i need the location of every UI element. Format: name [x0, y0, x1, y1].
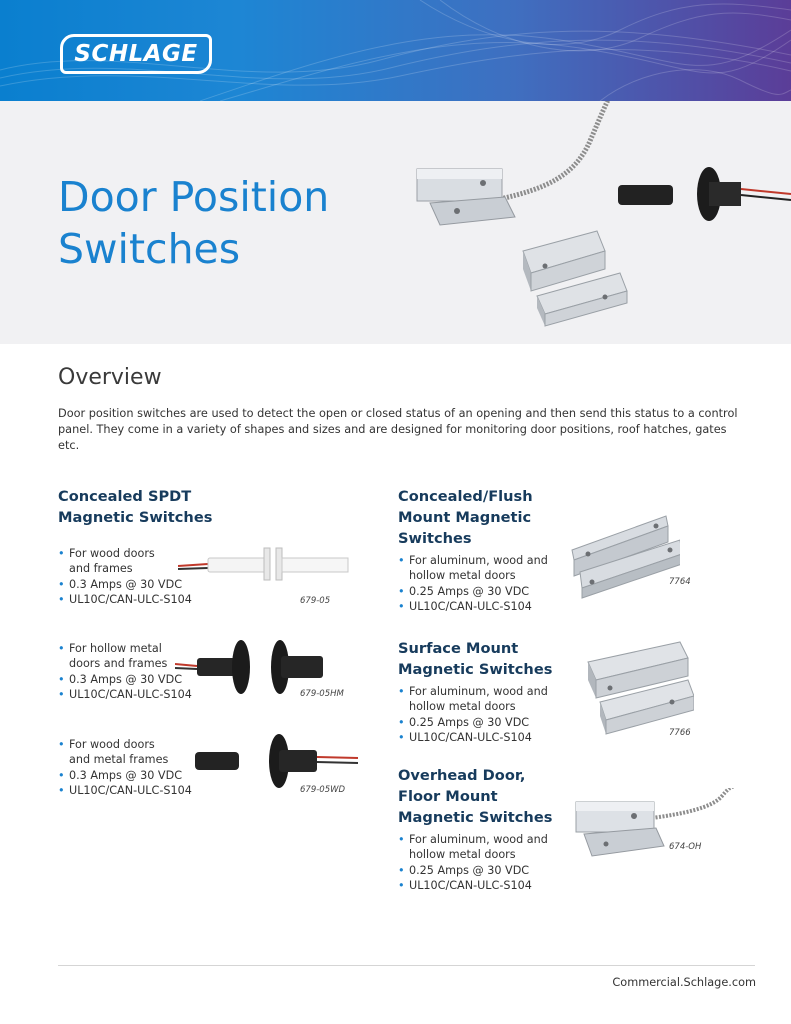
- bullet-item: [398, 599, 548, 614]
- bullet-item: [58, 687, 192, 702]
- section-title-concealed-spdt: [58, 486, 212, 528]
- bullet-list-7766: [398, 684, 548, 745]
- bullet-text: • For aluminum, wood and: [409, 833, 548, 846]
- bullet-text: • UL10C/CAN-ULC-S104: [69, 783, 192, 797]
- bullet-text: and frames: [69, 562, 133, 576]
- bullet-text: hollow metal doors: [409, 700, 516, 714]
- bullet-item: [398, 684, 548, 715]
- overview-text: Door position switches are used to detect the open or closed status of an opening and then send this status to a control panel. They come in a variety of shapes and sizes and are designed for monitoring door positions, roof hatches, gates etc.: [58, 407, 738, 452]
- bullet-text: • UL10C/CAN-ULC-S104: [69, 687, 192, 701]
- bullet-item: [58, 546, 192, 577]
- section-title-surface-mount: [398, 638, 552, 680]
- bullet-text: • UL10C/CAN-ULC-S104: [409, 730, 532, 744]
- bullet-item: [398, 715, 548, 730]
- section-title-line: Concealed/Flush: [398, 488, 533, 505]
- product-image-674-oh: [572, 788, 740, 860]
- model-caption-679-05hm: 679-05HM: [300, 689, 344, 699]
- bullet-item: [58, 768, 192, 783]
- footer-divider: [58, 965, 755, 966]
- bullet-list-679-05: [58, 546, 192, 607]
- product-image-7764: [570, 512, 680, 600]
- bullet-text: doors and frames: [69, 657, 168, 671]
- bullet-item: [398, 863, 548, 878]
- model-caption-7764: 7764: [669, 577, 691, 587]
- bullet-item: [58, 783, 192, 798]
- model-caption-7766: 7766: [669, 728, 691, 738]
- section-title-line: Concealed SPDT: [58, 488, 192, 505]
- bullet-item: [58, 592, 192, 607]
- bullet-text: • 0.25 Amps @ 30 VDC: [409, 584, 530, 598]
- product-image-679-05wd: [193, 732, 363, 792]
- bullet-text: hollow metal doors: [409, 848, 516, 862]
- product-image-7766: [584, 640, 694, 735]
- product-image-679-05: [178, 544, 358, 584]
- section-title-overhead-door: [398, 765, 552, 828]
- page-title: [58, 171, 378, 275]
- section-title-line: Switches: [398, 530, 472, 547]
- bullet-text: • 0.3 Amps @ 30 VDC: [69, 768, 183, 782]
- section-title-line: Surface Mount: [398, 640, 519, 657]
- bullet-text: • UL10C/CAN-ULC-S104: [409, 599, 532, 613]
- bullet-item: [398, 584, 548, 599]
- bullet-item: [398, 832, 548, 863]
- logo-text: SCHLAGE: [74, 41, 198, 67]
- hero-product-image: [405, 101, 791, 344]
- overview-heading: Overview: [58, 365, 162, 390]
- section-title-line: Magnetic Switches: [58, 509, 213, 526]
- bullet-list-679-05hm: [58, 641, 192, 702]
- bullet-text: • For wood doors: [69, 738, 155, 751]
- bullet-text: • For aluminum, wood and: [409, 685, 548, 698]
- hero-section: [0, 101, 791, 344]
- section-title-line: Overhead Door,: [398, 767, 526, 784]
- section-title-line: Magnetic Switches: [398, 661, 553, 678]
- model-caption-679-05wd: 679-05WD: [300, 785, 346, 795]
- bullet-text: • For hollow metal: [69, 642, 162, 655]
- bullet-text: • UL10C/CAN-ULC-S104: [409, 878, 532, 892]
- bullet-item: [58, 577, 192, 592]
- page-title-line-1: Door Position: [58, 173, 330, 221]
- model-caption-674-oh: 674-OH: [669, 842, 702, 852]
- bullet-text: • 0.25 Amps @ 30 VDC: [409, 715, 530, 729]
- bullet-text: • 0.3 Amps @ 30 VDC: [69, 672, 183, 686]
- bullet-text: • For aluminum, wood and: [409, 554, 548, 567]
- section-title-line: Mount Magnetic: [398, 509, 532, 526]
- bullet-text: • UL10C/CAN-ULC-S104: [69, 592, 192, 606]
- bullet-text: and metal frames: [69, 753, 169, 767]
- model-caption-679-05: 679-05: [300, 596, 331, 606]
- section-title-concealed-flush: [398, 486, 533, 549]
- bullet-list-674-oh: [398, 832, 548, 893]
- bullet-text: • 0.3 Amps @ 30 VDC: [69, 577, 183, 591]
- bullet-text: • For wood doors: [69, 547, 155, 560]
- bullet-text: • 0.25 Amps @ 30 VDC: [409, 863, 530, 877]
- section-title-line: Magnetic Switches: [398, 809, 553, 826]
- bullet-item: [398, 553, 548, 584]
- bullet-list-7764: [398, 553, 548, 614]
- footer-website-link[interactable]: Commercial.Schlage.com: [612, 976, 756, 989]
- bullet-item: [398, 730, 548, 745]
- page-title-line-2: Switches: [58, 225, 241, 273]
- header-banner: [0, 0, 791, 101]
- bullet-item: [398, 878, 548, 893]
- bullet-item: [58, 672, 192, 687]
- section-title-line: Floor Mount: [398, 788, 498, 805]
- schlage-logo: [60, 34, 212, 74]
- bullet-text: hollow metal doors: [409, 569, 516, 583]
- bullet-list-679-05wd: [58, 737, 192, 798]
- bullet-item: [58, 737, 192, 768]
- bullet-item: [58, 641, 192, 672]
